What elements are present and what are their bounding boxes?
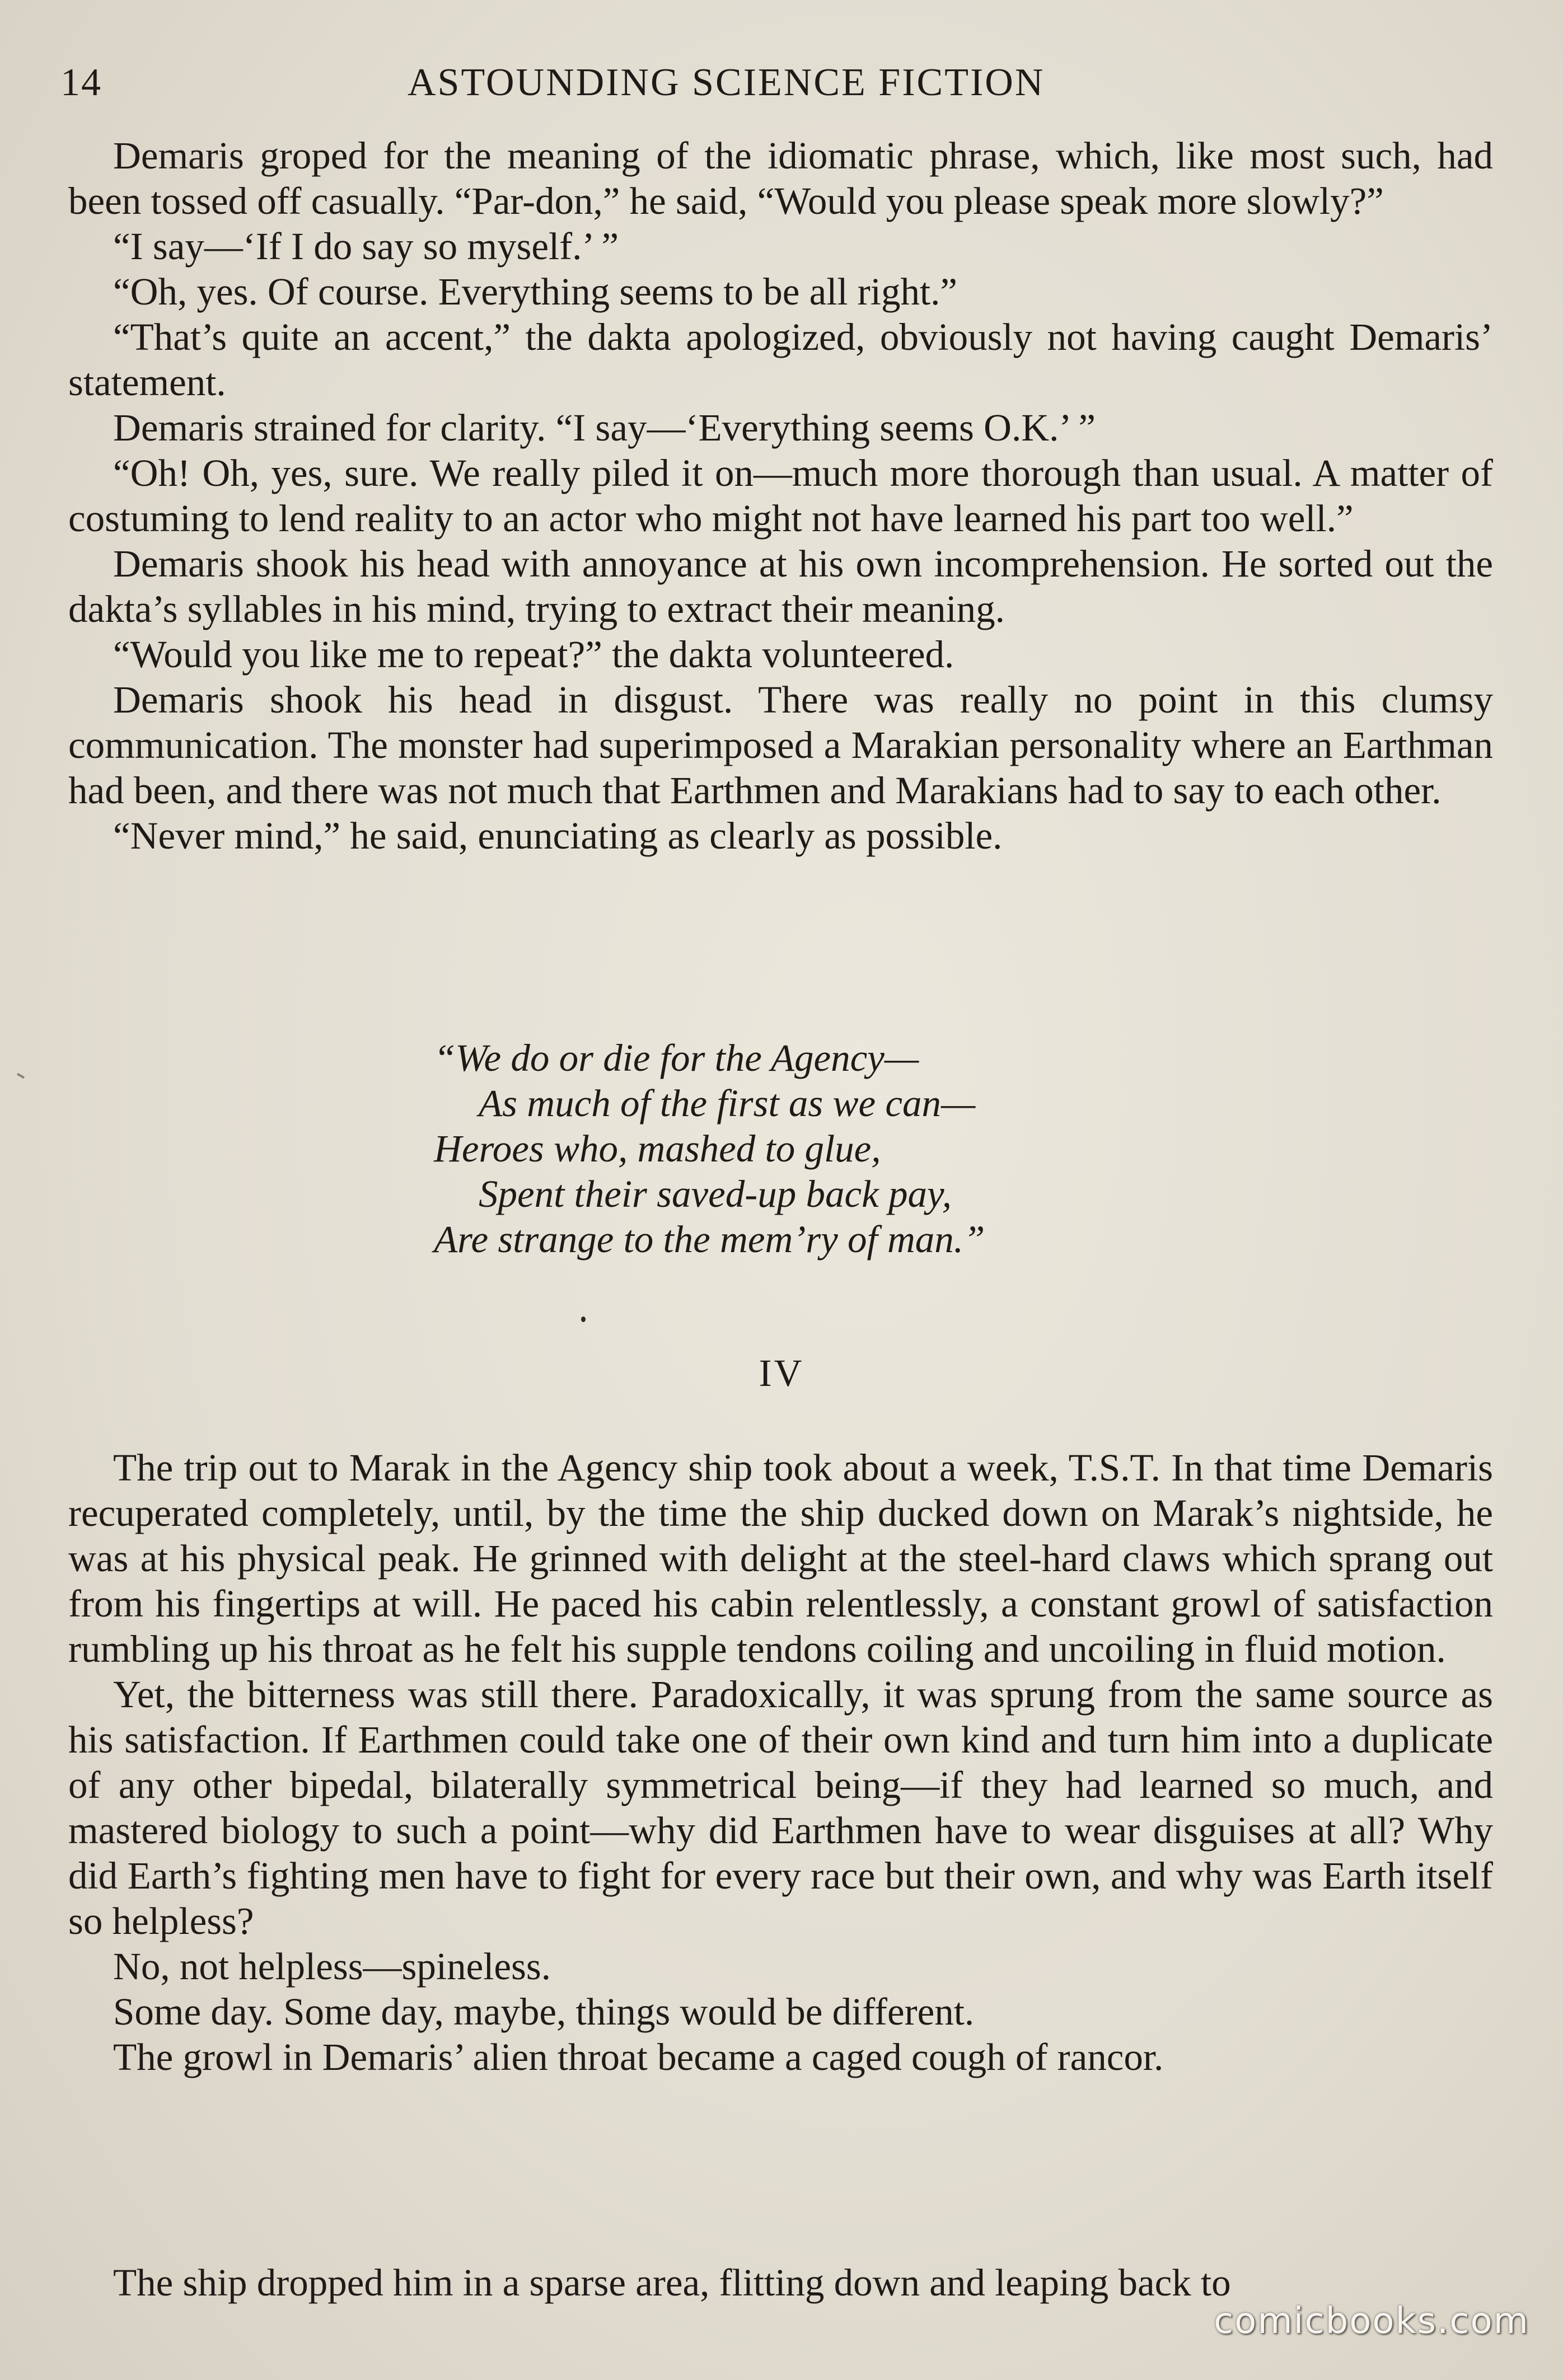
paragraph: “I say—‘If I do say so myself.’ ” [113, 225, 619, 268]
page-number: 14 [60, 61, 102, 104]
verse-line: Heroes who, mashed to glue, [434, 1127, 881, 1170]
paragraph: Demaris shook his head with annoyance at his own incomprehension. He sorted out the dakta’s syllables in his mind, trying to extract their meaning. [68, 542, 1493, 630]
text-section-a [68, 133, 1493, 859]
text-section-c [68, 2260, 1493, 2306]
running-title: ASTOUNDING SCIENCE FICTION [408, 61, 1045, 104]
verse-block [434, 1036, 1274, 1262]
paragraph: “That’s quite an accent,” the dakta apologized, obviously not having caught Demaris’ statement. [68, 316, 1493, 404]
paragraph: Demaris strained for clarity. “I say—‘Everything seems O.K.’ ” [113, 406, 1096, 449]
paragraph: Some day. Some day, maybe, things would be different. [113, 1990, 975, 2033]
verse-line: Spent their saved-up back pay, [479, 1173, 952, 1215]
section-dot [581, 1317, 586, 1322]
paragraph: Yet, the bitterness was still there. Paradoxically, it was sprung from the same source as his satisfaction. If Earthmen could take one of their own kind and turn him into a duplicate of any other bipedal, bilaterally symmetrical being—if they had learned so much, and mastered biology to such a point—why did Earthmen have to wear disguises at all? Why did Earth’s fighting men have to fight for every race but their own, and why was Earth itself so helpless? [68, 1673, 1493, 1942]
paragraph: Demaris groped for the meaning of the idiomatic phrase, which, like most such, had been tossed off casually. “Par-don,” he said, “Would you please speak more slowly?” [68, 134, 1493, 222]
paragraph: No, not helpless—spineless. [113, 1945, 551, 1988]
verse-line: Are strange to the mem’ry of man.” [434, 1218, 985, 1261]
verse-line: “We do or die for the Agency— [434, 1037, 919, 1079]
verse-line: As much of the first as we can— [479, 1082, 976, 1125]
paragraph: The ship dropped him in a sparse area, flitting down and leaping back to [113, 2261, 1231, 2304]
paragraph: “Oh, yes. Of course. Everything seems to be all right.” [113, 270, 957, 313]
paragraph: The trip out to Marak in the Agency ship took about a week, T.S.T. In that time Demaris recuperated completely, until, by the time the ship ducked down on Marak’s nightside, he was at his physical peak. He grinned with delight at the steel-hard claws which sprang out from his fingertips at will. He paced his cabin relentlessly, a constant growl of satisfaction rumbling up his throat as he felt his supple tendons coiling and uncoiling in fluid motion. [68, 1446, 1493, 1670]
paragraph: “Would you like me to repeat?” the dakta volunteered. [113, 633, 954, 676]
text-section-b [68, 1445, 1493, 2080]
paragraph: Demaris shook his head in disgust. There was really no point in this clumsy communication. The monster had superimposed a Marakian personality where an Earthman had been, and there was not much that Earthmen and Marakians had to say to each other. [68, 678, 1493, 812]
paragraph: “Oh! Oh, yes, sure. We really piled it on—much more thorough than usual. A matter of costuming to lend reality to an actor who might not have learned his part too well.” [68, 452, 1493, 540]
chapter-number: IV [759, 1352, 804, 1394]
watermark-logo: comicbooks.com [1213, 2301, 1529, 2342]
paragraph: “Never mind,” he said, enunciating as clearly as possible. [113, 814, 1003, 857]
margin-mark [17, 1073, 25, 1079]
page-header [60, 60, 1505, 105]
paragraph: The growl in Demaris’ alien throat became a caged cough of rancor. [113, 2036, 1164, 2078]
